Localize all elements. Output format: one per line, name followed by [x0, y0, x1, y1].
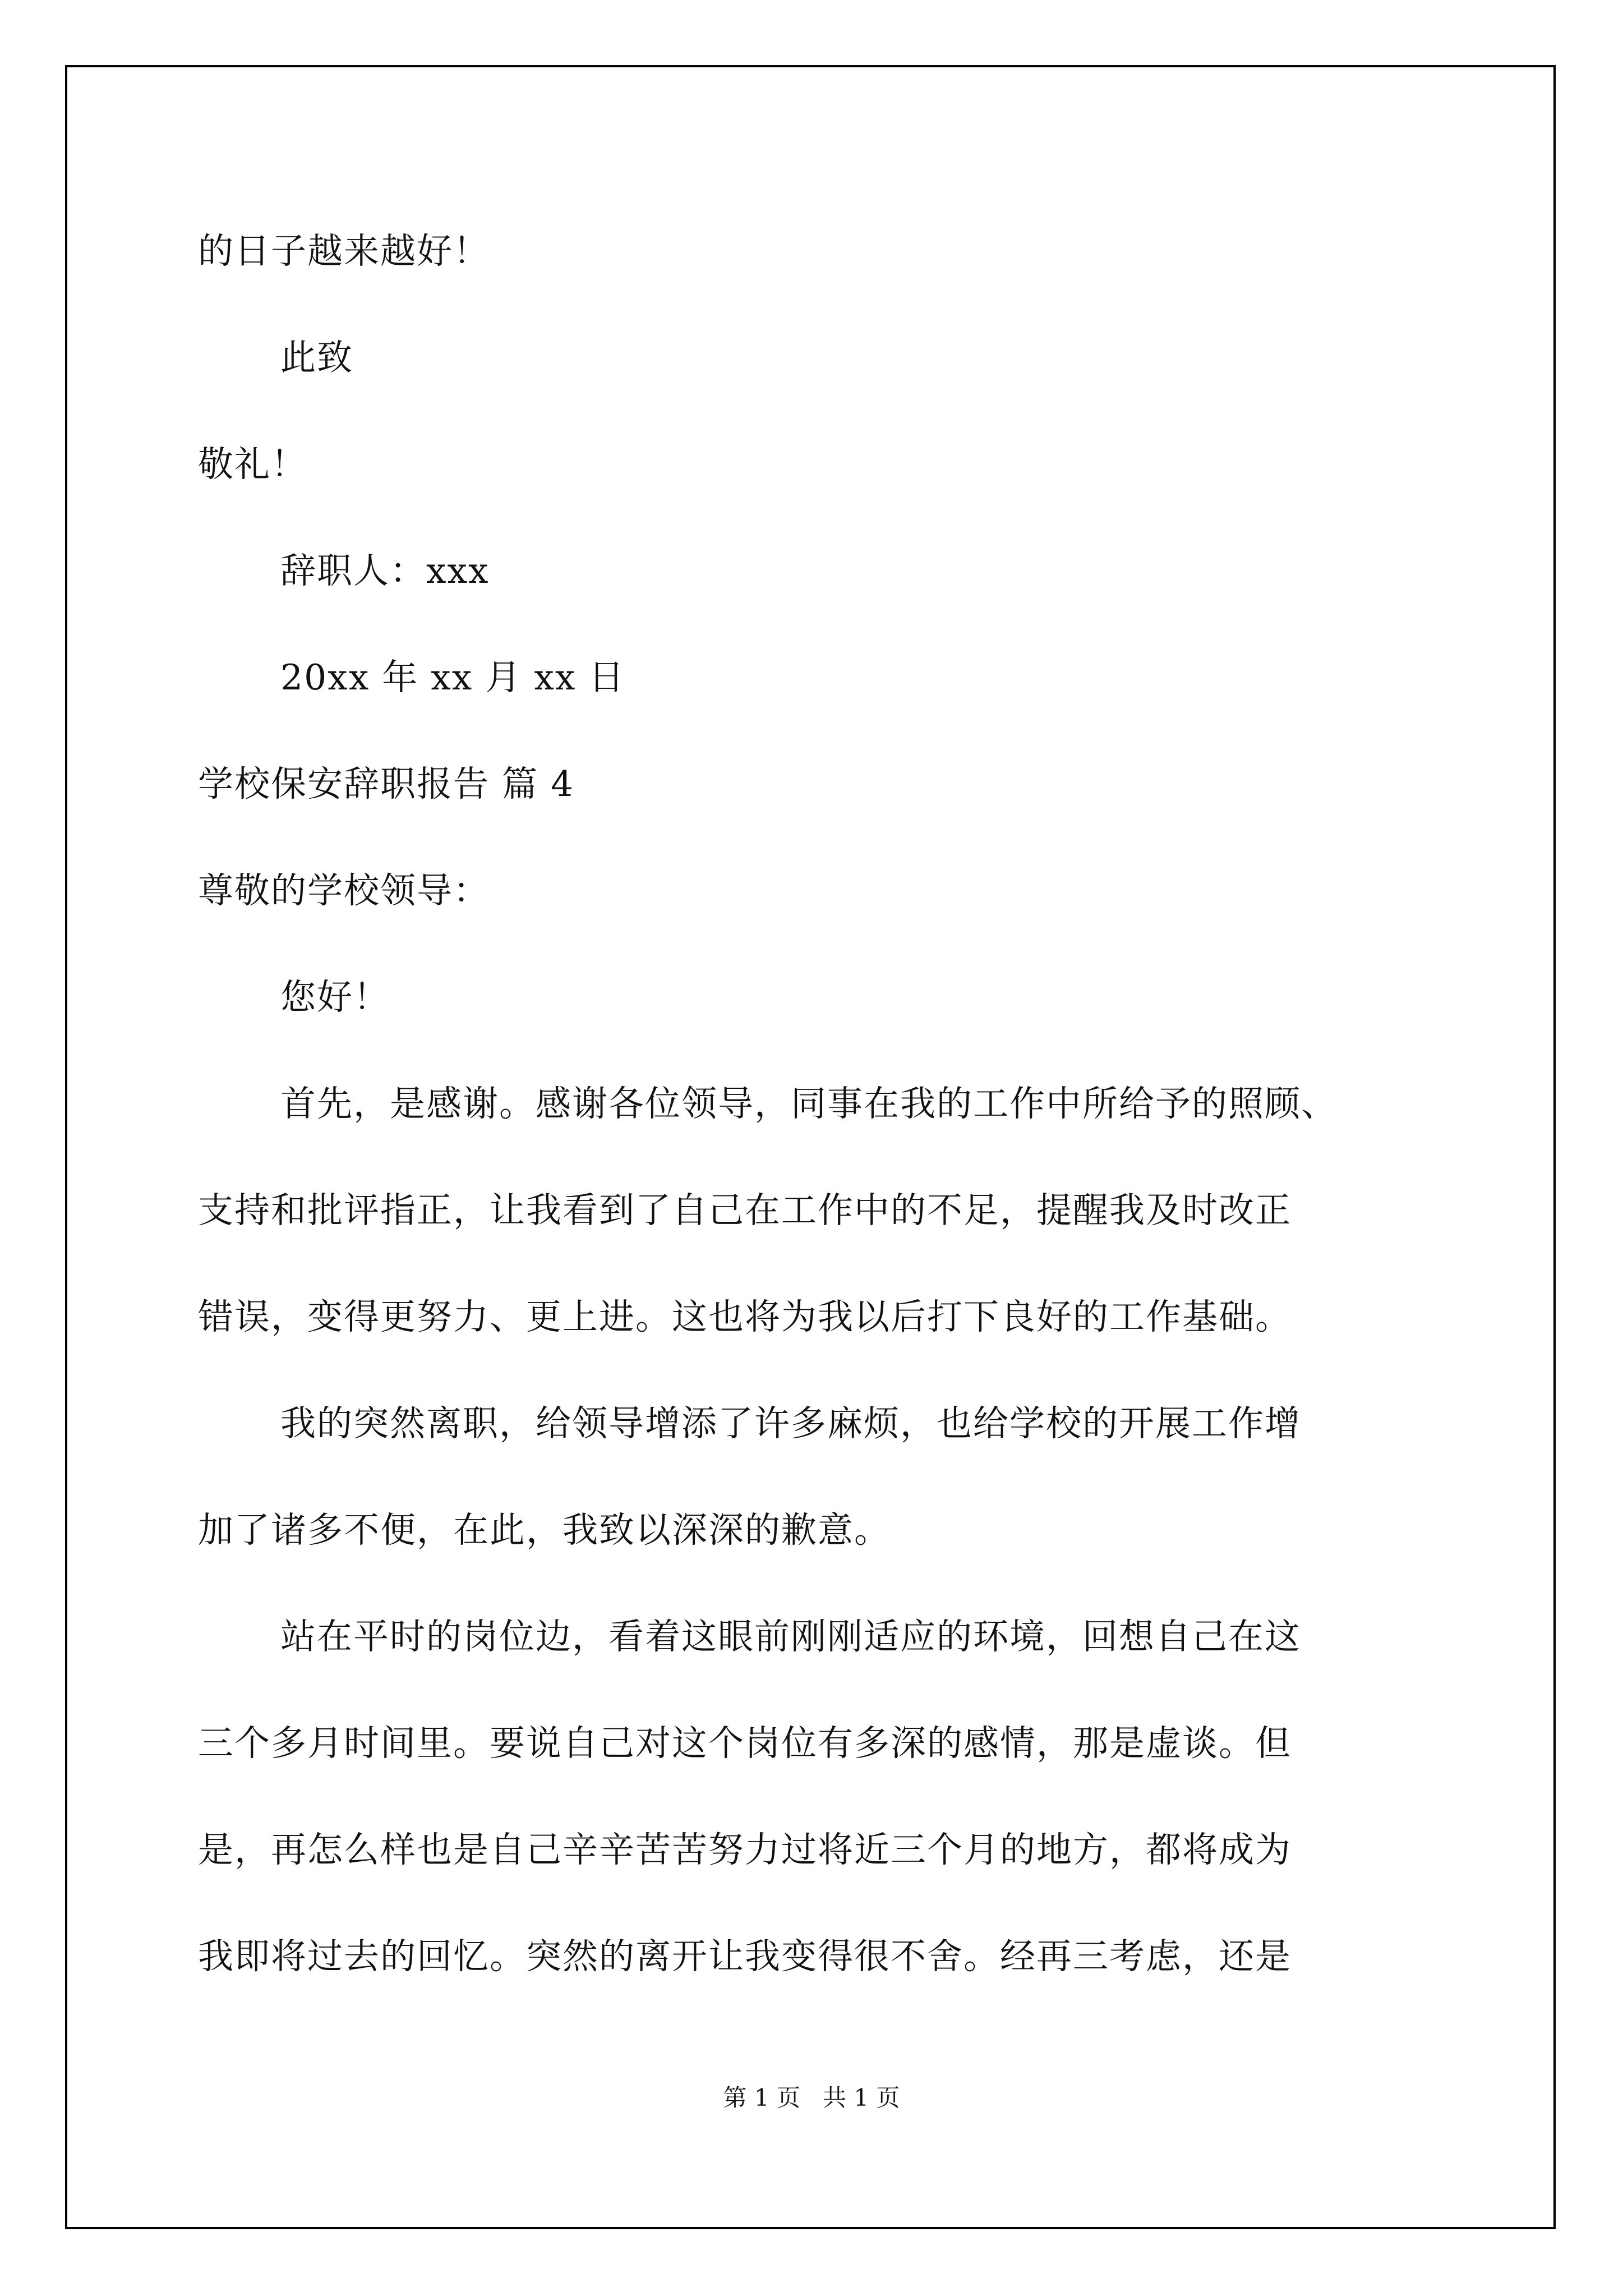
text-line: 辞职人：xxx	[280, 550, 490, 591]
text-line: 支持和批评指正，让我看到了自己在工作中的不足，提醒我及时改正	[198, 1190, 1292, 1231]
text-line: 我的突然离职，给领导增添了许多麻烦，也给学校的开展工作增	[280, 1403, 1301, 1444]
text-line: 敬礼！	[198, 444, 307, 485]
section-heading: 学校保安辞职报告 篇 4	[198, 763, 575, 804]
text-line: 您好！	[280, 977, 390, 1018]
salutation: 尊敬的学校领导：	[198, 870, 490, 911]
text-line: 是，再怎么样也是自己辛辛苦苦努力过将近三个月的地方，都将成为	[198, 1829, 1292, 1870]
text-line: 20xx 年 xx 月 xx 日	[280, 657, 625, 698]
text-line: 站在平时的岗位边，看着这眼前刚刚适应的环境，回想自己在这	[280, 1616, 1301, 1657]
text-line: 首先，是感谢。感谢各位领导，同事在我的工作中所给予的照顾、	[280, 1083, 1338, 1124]
text-line: 我即将过去的回忆。突然的离开让我变得很不舍。经再三考虑，还是	[198, 1936, 1292, 1977]
text-line: 三个多月时间里。要说自己对这个岗位有多深的感情，那是虚谈。但	[198, 1723, 1292, 1764]
text-line: 加了诸多不便，在此，我致以深深的歉意。	[198, 1510, 891, 1550]
text-line: 此致	[280, 337, 353, 378]
text-line: 错误，变得更努力、更上进。这也将为我以后打下良好的工作基础。	[198, 1296, 1292, 1337]
page-footer: 第 1 页 共 1 页	[723, 2084, 900, 2111]
page-border	[65, 65, 1556, 2229]
text-line: 的日子越来越好！	[198, 231, 490, 272]
